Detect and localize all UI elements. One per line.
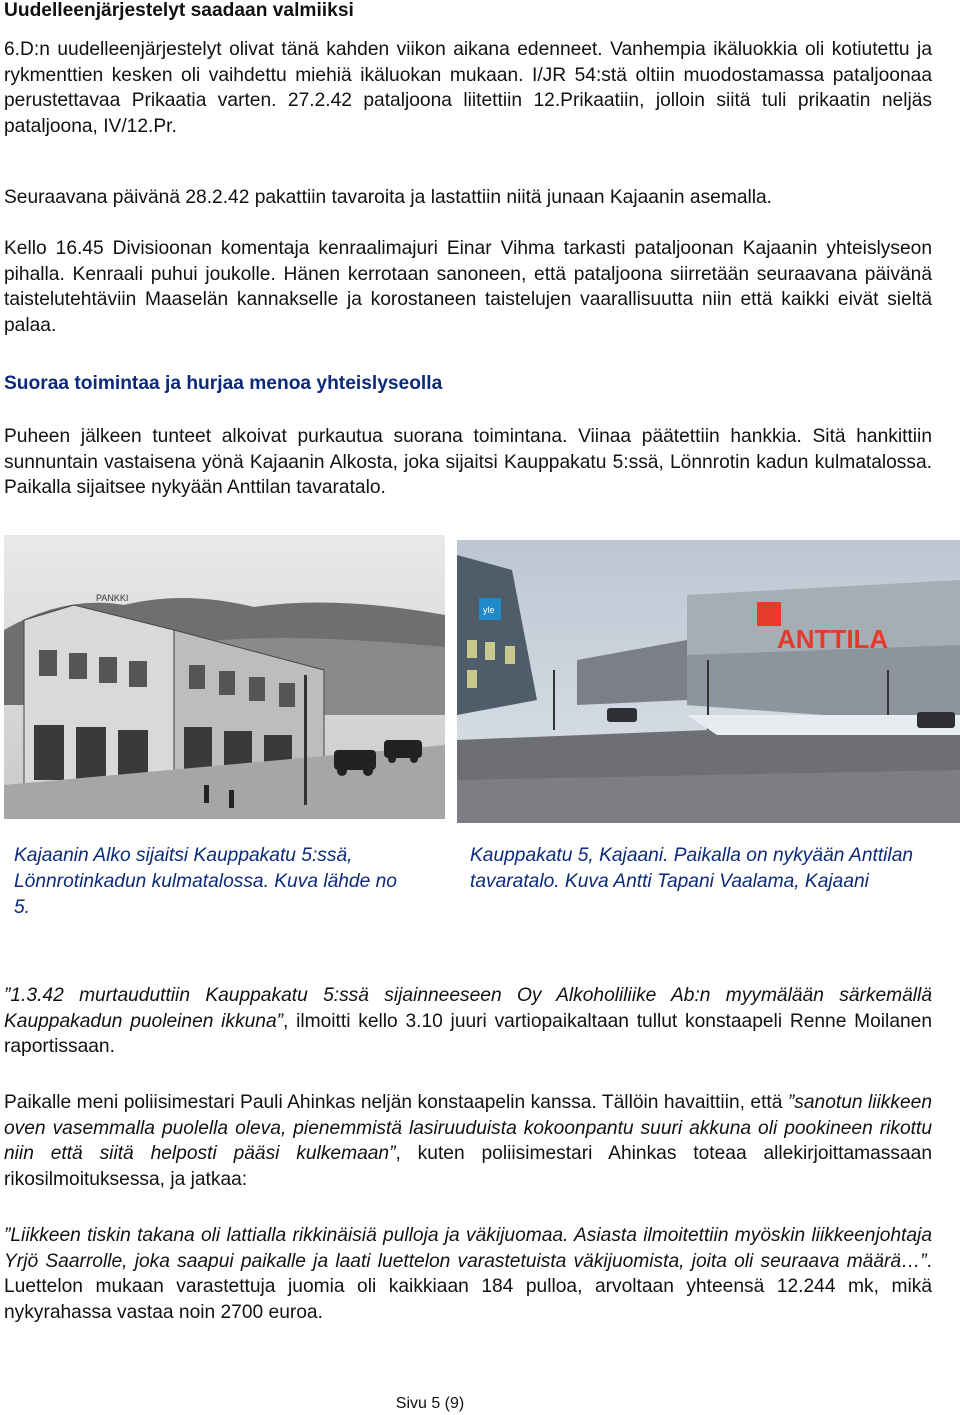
caption-modern-photo: Kauppakatu 5, Kajaani. Paikalla on nykyään Anttilan tavaratalo. Kuva Antti Tapani Vaalama, Kajaani: [470, 845, 914, 892]
stolen-drinks-quote: ”Liikkeen tiskin takana oli lattialla rikkinäisiä pulloja ja väkijuomaa. Asiasta ilmoitettiin myöskin liikkeenjohtaja Yrjö Saarrolle, joka saapui paikalle ja laati luettelon varastetuista väkijuomista, joita oli seuraava määrä…”: [4, 1225, 932, 1272]
section-heading-reorganization: Uudelleenjärjestelyt saadaan valmiiksi: [4, 0, 354, 21]
stolen-drinks-text: . Luettelon mukaan varastettuja juomia oli kaikkiaan 184 pulloa, arvoltaan yhteensä 12.244 mk, mikä nykyrahassa vastaa noin 2700 euroa.: [4, 1250, 932, 1323]
caption-historic-photo: Kajaanin Alko sijaitsi Kauppakatu 5:ssä, Lönnrotinkadun kulmatalossa. Kuva lähde no 5.: [14, 845, 397, 918]
yle-sign: yle: [483, 605, 495, 615]
paragraph-inspection: Kello 16.45 Divisioonan komentaja kenraalimajuri Einar Vihma tarkasti pataljoonan Kajaanin yhteislyseon pihalla. Kenraali puhui joukolle. Hänen kerrotaan sanoneen, että pataljoona siirretään seuraavana päivänä taistelutehtäviin Maaselän kannakselle ja korostaneen taistelujen vaarallisuutta niin että kaikki eivät sieltä palaa.: [4, 238, 932, 336]
paragraph-alko: Puheen jälkeen tunteet alkoivat purkautua suorana toimintana. Viinaa päätettiin hankkia. Sitä hankittiin sunnuntain vastaisena yönä Kajaanin Alkosta, joka sijaitsi Kauppakatu 5:ssä, Lönnrotin kadun kulmatalossa. Paikalla sijaitsee nykyään Anttilan tavaratalo.: [4, 426, 932, 498]
paragraph-reorganization: 6.D:n uudelleenjärjestelyt olivat tänä kahden viikon aikana edenneet. Vanhempia ikäluokkia oli kotiutettu ja rykmenttien kesken oli vaihdettu miehiä ikäluokan mukaan. I/JR 54:stä oltiin muodostamassa pataljoonaa perustettavaa Prikaatia varten. 27.2.42 pataljoona liitettiin 12.Prikaatiin, jolloin siitä tuli prikaatin neljäs pataljoona, IV/12.Pr.: [4, 39, 932, 137]
paragraph-stolen-drinks: [4, 1223, 932, 1325]
paragraph-burglary-report: [4, 983, 932, 1060]
police-rest-text: , kuten poliisimestari Ahinkas toteaa allekirjoittamassaan rikosilmoituksessa, ja jatkaa:: [4, 1143, 932, 1190]
anttila-sign: ANTTILA: [777, 624, 889, 654]
modern-anttila-photo: [457, 540, 960, 823]
page-number: Sivu 5 (9): [395, 1395, 465, 1412]
burglary-report-text: , ilmoitti kello 3.10 juuri vartiopaikaltaan tullut konstaapeli Renne Moilanen raportissaan.: [4, 1010, 932, 1057]
police-intro-text: Paikalle meni poliisimestari Pauli Ahinkas neljän konstaapelin kanssa. Tällöin havaittiin, että: [4, 1092, 788, 1113]
anttila-logo: [757, 602, 781, 626]
historic-sign: PANKKI: [96, 593, 129, 603]
section-heading-direct-action: Suoraa toimintaa ja hurjaa menoa yhteislyseolla: [4, 373, 443, 394]
historic-photo-image: [4, 535, 445, 819]
paragraph-packing: Seuraavana päivänä 28.2.42 pakattiin tavaroita ja lastattiin niitä junaan Kajaanin asemalla.: [4, 187, 773, 208]
modern-photo-image: [457, 540, 960, 823]
burglary-report-quote: ”1.3.42 murtauduttiin Kauppakatu 5:ssä sijainneeseen Oy Alkoholiliike Ab:n myymälään särkemällä Kauppakadun puoleinen ikkuna”: [4, 985, 932, 1032]
police-quote: ”sanotun liikkeen oven vasemmalla puolella oleva, pienemmistä lasiruuduista kokoonpantu suuri akkuna oli pookineen rikottu niin että siitä helposti pääsi kulkemaan”: [4, 1092, 932, 1164]
historic-alko-photo: [4, 535, 445, 819]
paragraph-police-inspection: [4, 1090, 932, 1192]
